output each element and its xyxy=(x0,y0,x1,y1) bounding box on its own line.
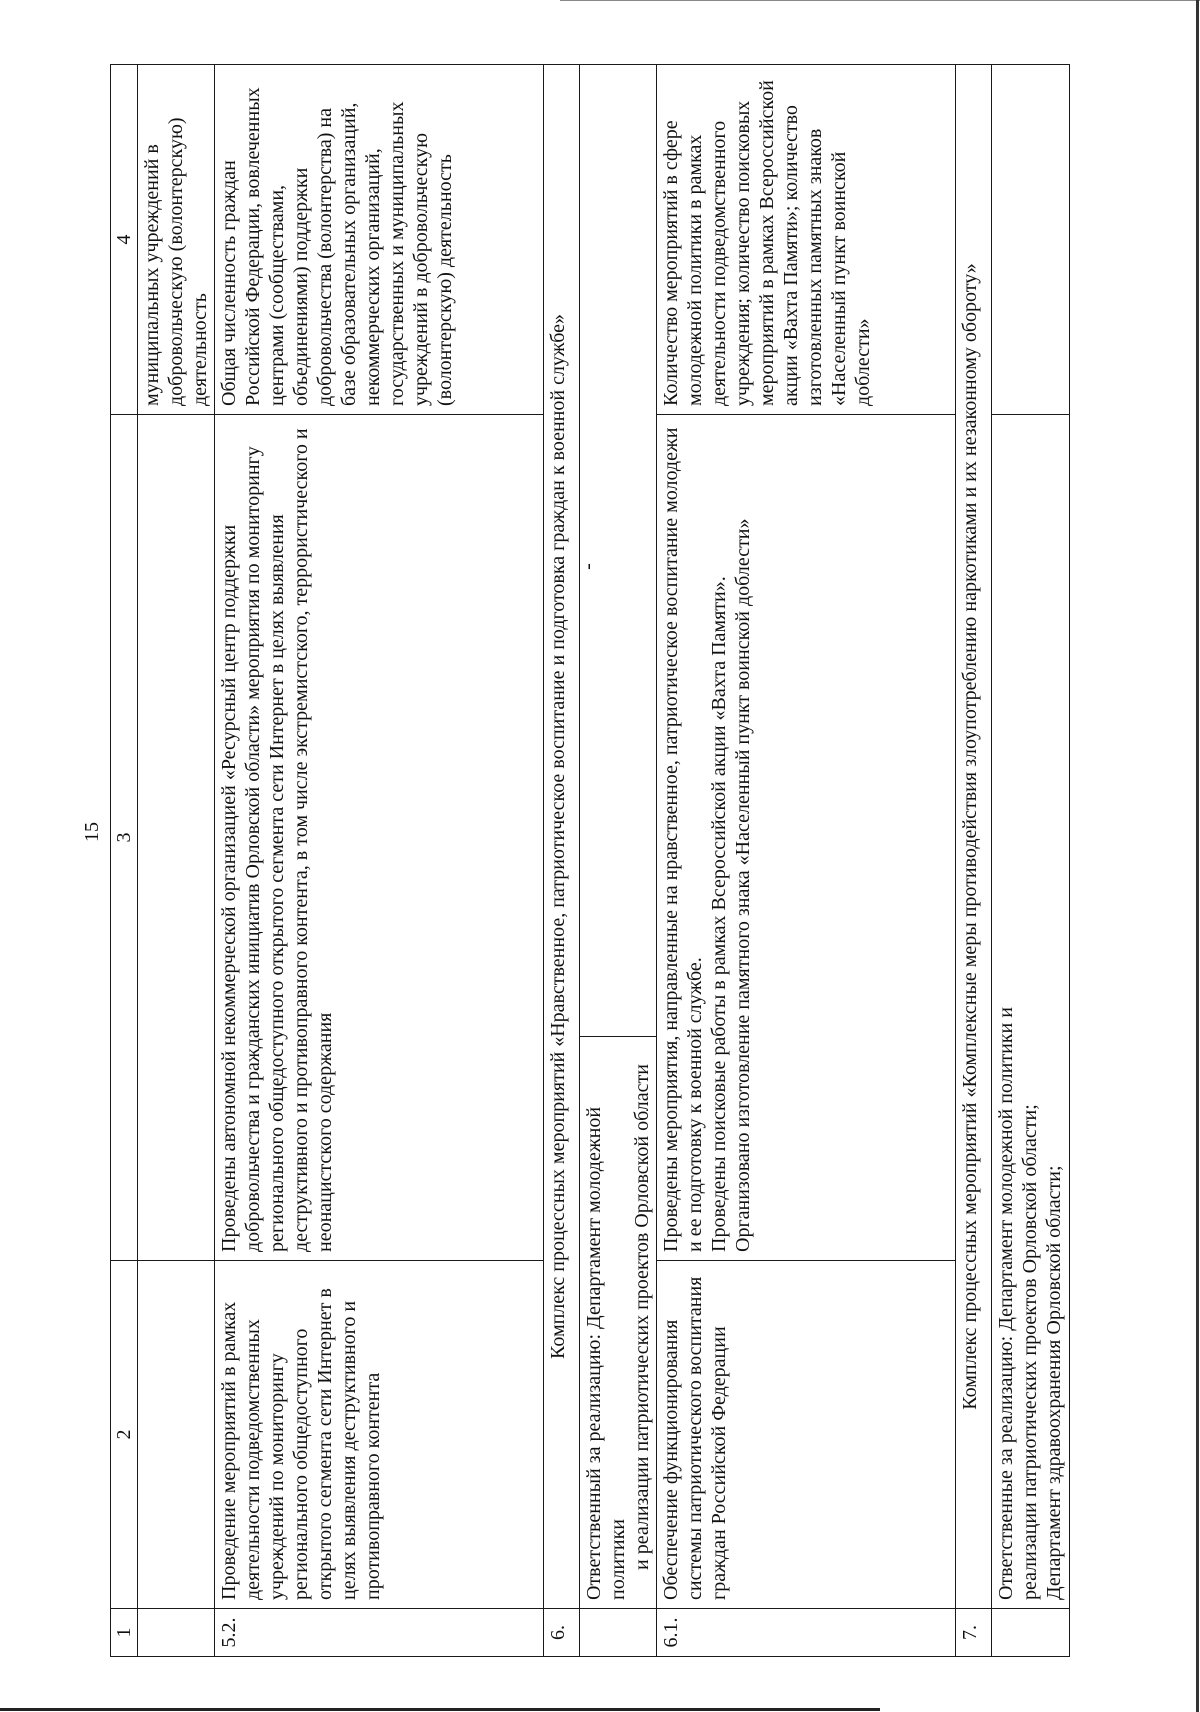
section-7-row xyxy=(955,65,991,1657)
column-1-header: 1 xyxy=(111,1609,138,1657)
section-6-responsible-number-cell xyxy=(579,1609,656,1657)
continuation-result-cell xyxy=(138,415,215,1261)
section-7-number: 7. xyxy=(955,1609,991,1657)
section-6-dash: - xyxy=(576,563,599,570)
table-row-6-1 xyxy=(657,65,956,1657)
row-6-1-number: 6.1. xyxy=(657,1609,956,1657)
program-events-table xyxy=(110,64,1070,1657)
section-6-responsible-line-1: Ответственный за реализацию: Департамент молодежной политики xyxy=(582,1106,629,1600)
row-5-2-event: Проведение мероприятий в рамках деятельности подведомственных учреждений по мониторингу регионального общедоступного открытого сегмента сети Интернет в целях выявления деструктивного и противоправного контента xyxy=(215,1261,544,1609)
section-6-responsible-row xyxy=(579,65,656,1657)
column-4-header: 4 xyxy=(111,65,138,415)
section-7-responsible-row xyxy=(991,65,1069,1657)
row-5-2-number: 5.2. xyxy=(215,1609,544,1657)
section-6-responsible-line-2: и реализации патриотических проектов Орловской области xyxy=(630,1064,653,1570)
row-5-2-result: Проведены автономной некоммерческой организацией «Ресурсный центр поддержки добровольчества и гражданских инициатив Орловской области» мероприятия по мониторингу регионального общедоступного открытого сегмента сети Интернет в целях выявления деструктивного и противоправного контента, в том числе экстремистского, террористического и неонацистского содержания xyxy=(215,415,544,1261)
column-number-row xyxy=(111,65,138,1657)
rotated-page-content xyxy=(110,65,1070,1657)
section-7-responsible xyxy=(991,415,1069,1609)
section-7-responsible-number-cell xyxy=(991,1609,1069,1657)
column-3-header: 3 xyxy=(111,415,138,1261)
section-7-responsible-line-2: реализации патриотических проектов Орловской области; xyxy=(1018,1104,1041,1600)
section-7-title: Комплекс процессных мероприятий «Комплексные меры противодействия злоупотреблению наркотиками и их незаконному обороту» xyxy=(955,65,991,1609)
continuation-row xyxy=(138,65,215,1657)
row-5-2-indicator: Общая численность граждан Российской Федерации, вовлеченных центрами (сообществами, объединениями) поддержки добровольчества (волонтерства) на базе образовательных организаций, некоммерческих организаций, государственных и муниципальных учреждений в добровольческую (волонтерскую) деятельность xyxy=(215,65,544,415)
row-6-1-event: Обеспечение функционирования системы патриотического воспитания граждан Российской Федерации xyxy=(657,1261,956,1609)
section-6-row xyxy=(543,65,579,1657)
section-7-responsible-line-3: Департамент здравоохранения Орловской области; xyxy=(1042,1165,1065,1600)
continuation-event-cell xyxy=(138,1261,215,1609)
section-6-title: Комплекс процессных мероприятий «Нравственное, патриотическое воспитание и подготовка граждан к военной службе» xyxy=(543,65,579,1609)
section-7-responsible-line-1: Ответственные за реализацию: Департамент молодежной политики и xyxy=(994,1007,1017,1600)
scan-edge-top xyxy=(560,0,1200,1)
continuation-number-cell xyxy=(138,1609,215,1657)
row-6-1-result-paragraph-3: Организовано изготовление памятного знака «Населенный пункт воинской доблести» xyxy=(732,518,755,1252)
scan-edge-bottom xyxy=(0,1708,880,1711)
page-number: 15 xyxy=(81,822,103,842)
table-row-5-2 xyxy=(215,65,544,1657)
section-6-responsible-empty xyxy=(576,65,656,1037)
section-7-responsible-empty xyxy=(991,65,1069,415)
row-6-1-result-paragraph-2: Проведены поисковые работы в рамках Всероссийской акции «Вахта Памяти». xyxy=(708,576,731,1252)
section-6-number: 6. xyxy=(543,1609,579,1657)
continuation-indicator-cell: муниципальных учреждений в добровольческую (волонтерскую) деятельность xyxy=(138,65,215,415)
row-6-1-result xyxy=(657,415,956,1261)
scan-edge-right xyxy=(1196,0,1199,1712)
row-6-1-result-paragraph-1: Проведены мероприятия, направленные на нравственное, патриотическое воспитание молодежи и ее подготовку к военной службе. xyxy=(660,427,707,1252)
section-6-responsible xyxy=(579,1037,656,1609)
column-2-header: 2 xyxy=(111,1261,138,1609)
row-6-1-indicator: Количество мероприятий в сфере молодежной политики в рамках деятельности подведомственного учреждения; количество поисковых мероприятий в рамках Всероссийской акции «Вахта Памяти»; количество изготовленных памятных знаков «Населенный пункт воинской доблести» xyxy=(657,65,956,415)
